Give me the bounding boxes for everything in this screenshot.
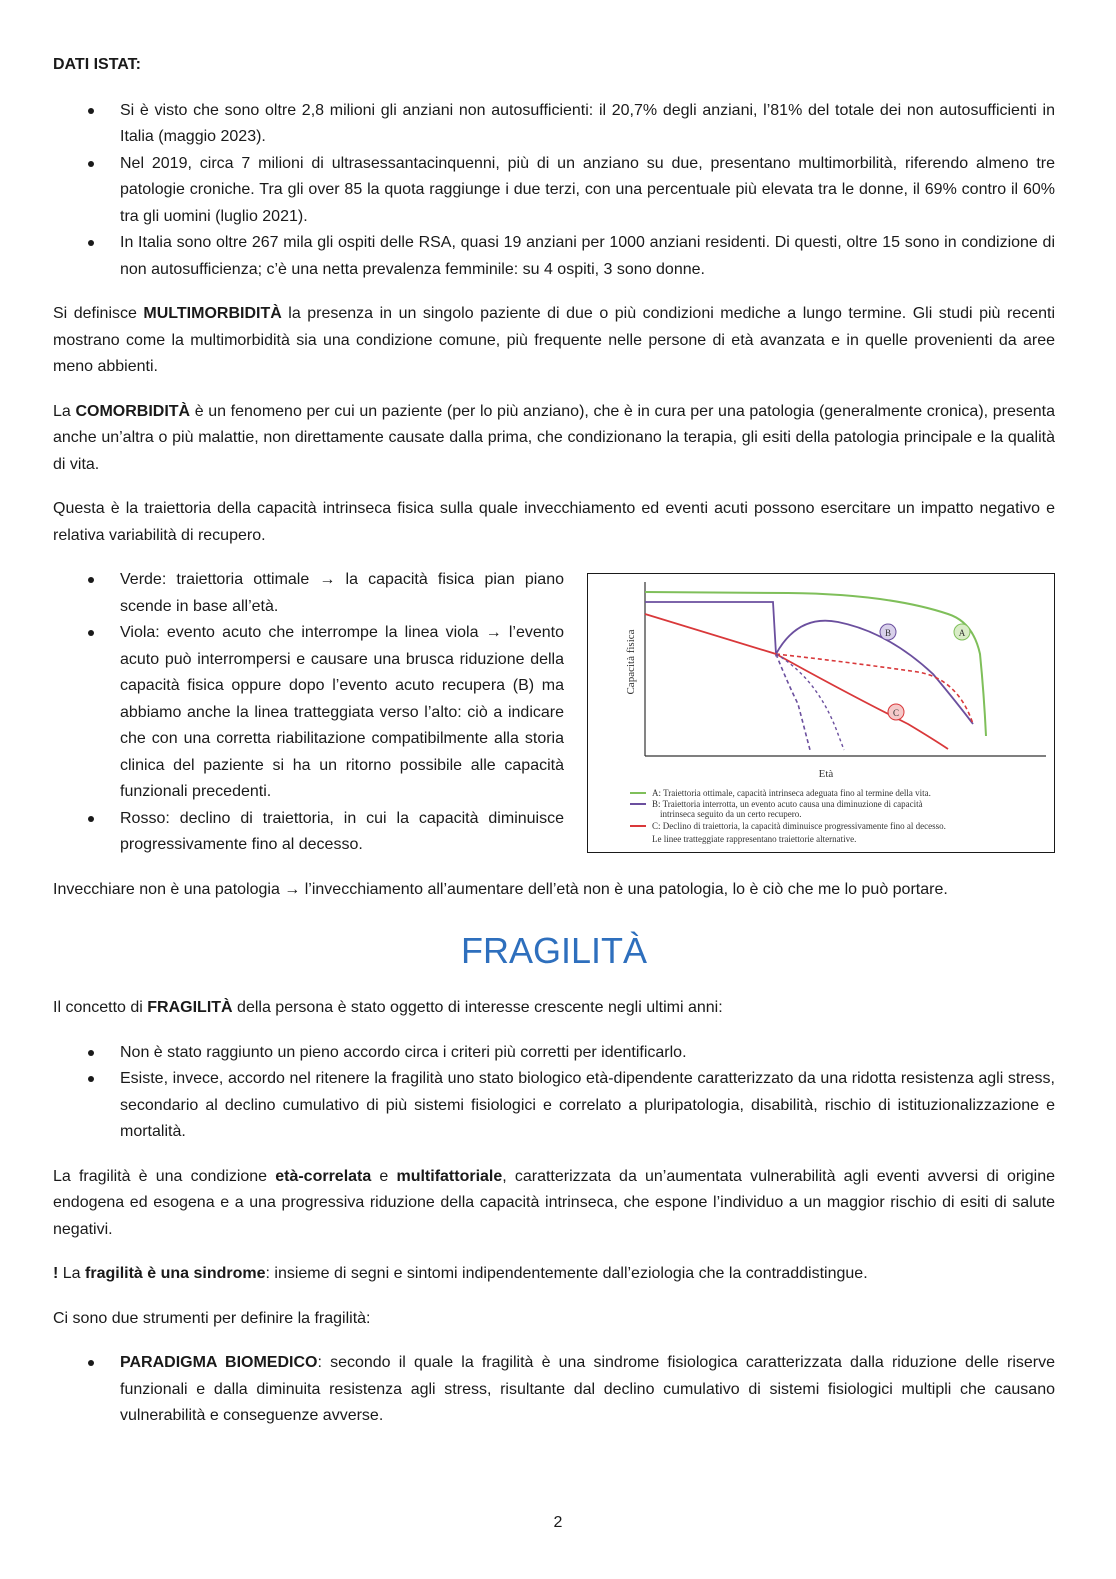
fragilita-definition: La fragilità è una condizione età-correlata e multifattoriale, caratterizzata da un’aumentata vulnerabilità agli eventi avversi di origine endogena ed esogena e a una progressiva riduzione della capacità intrinseca, che espone l’individuo a un maggior rischio di esiti di salute negativi. — [53, 1167, 1055, 1238]
y-axis-label: Capacità fisica — [625, 629, 637, 695]
curve-b-dashed-down — [776, 654, 810, 750]
list-item: Si è visto che sono oltre 2,8 milioni gli anziani non autosufficienti: il 20,7% degli anziani, l’81% del totale dei non autosufficienti in Italia (maggio 2023). — [53, 98, 1055, 151]
list-item: Non è stato raggiunto un pieno accordo circa i criteri più corretti per identificarlo. — [53, 1040, 1055, 1067]
list-item: Rosso: declino di traiettoria, in cui la capacità diminuisce progressivamente fino al decesso. — [53, 806, 564, 859]
label-c: C — [892, 708, 900, 718]
curve-a-green — [645, 592, 986, 736]
curve-b-dashed-alt — [776, 654, 844, 750]
label-a: A — [958, 628, 966, 638]
list-item: Esiste, invece, accordo nel ritenere la fragilità uno stato biologico età-dipendente caratterizzato da una ridotta resistenza agli stress, secondario al declino cumulativo di più sistemi fisiologici e correlato a pluripatologia, disabilità, rischio di istituzionalizzazione e mortalità. — [53, 1066, 1055, 1146]
traiettoria-intro: Questa è la traiettoria della capacità intrinseca fisica sulla quale invecchiamento ed eventi acuti possono esercitare un impatto negativo e relativa variabilità di recupero. — [53, 500, 1055, 544]
legend-b-cont: intrinseca seguito da un certo recupero. — [660, 809, 802, 819]
x-axis-label: Età — [818, 768, 834, 780]
legend-c: C: Declino di traiettoria, la capacità diminuisce progressivamente fino al decesso. — [652, 821, 946, 831]
strumenti-intro: Ci sono due strumenti per definire la fragilità: — [53, 1309, 371, 1327]
multimorbidita-term: MULTIMORBIDITÀ — [143, 305, 282, 322]
trajectory-diagram — [588, 574, 1056, 854]
list-item: Viola: evento acuto che interrompe la linea viola → l’evento acuto può interrompersi e causare una brusca riduzione della capacità fisica oppure dopo l’evento acuto recupera (B) ma abbiamo anche la linea tratteggiata verso l’alto: ciò a indicare che con una corretta riabilitazione compatibilmente alla storia clinica del paziente si ha un ritorno possibile alle capacità funzionali precedenti. — [53, 620, 564, 806]
fragilita-term: FRAGILITÀ — [147, 999, 233, 1016]
legend-b: B: Traiettoria interrotta, un evento acuto causa una diminuzione di capacità — [652, 799, 923, 809]
fragilita-list — [53, 1040, 1055, 1146]
trajectory-list — [53, 567, 564, 859]
curve-c-dashed-up — [776, 654, 973, 724]
curve-b-purple — [645, 602, 973, 724]
istat-list — [53, 98, 1055, 284]
strumenti-list — [53, 1350, 1055, 1430]
comorbidita-paragraph: La COMORBIDITÀ è un fenomeno per cui un paziente (per lo più anziano), che è in cura per una patologia (generalmente cronica), presenta anche un’altra o più malattie, non direttamente causate dalla prima, che condizionano la terapia, gli esiti della patologia principale e la qualità di vita. — [53, 402, 1056, 473]
trajectory-figure — [587, 573, 1055, 853]
list-item: Verde: traiettoria ottimale → la capacità fisica pian piano scende in base all’età. — [53, 567, 564, 620]
list-item: PARADIGMA BIOMEDICO: secondo il quale la fragilità è una sindrome fisiologica caratterizzata dalla riduzione delle riserve funzionali e dalla diminuita resistenza agli stress, risultante dal declino cumulativo di sistemi fisiologici multipli che causano vulnerabilità e conseguenze avverse. — [53, 1350, 1055, 1430]
section-title: FRAGILITÀ — [460, 930, 648, 971]
legend-a: A: Traiettoria ottimale, capacità intrinseca adeguata fino al termine della vita. — [652, 788, 931, 798]
sindrome-paragraph: ! La fragilità è una sindrome: insieme di segni e sintomi indipendentemente dall’eziologia che la contraddistingue. — [53, 1265, 868, 1282]
page-number: 2 — [553, 1514, 563, 1531]
list-item: Nel 2019, circa 7 milioni di ultrasessantacinquenni, più di un anziano su due, presentano multimorbilità, riferendo almeno tre patologie croniche. Tra gli over 85 la quota raggiunge i due terzi, con una percentuale più elevata tra le donne, il 69% contro il 60% tra gli uomini (luglio 2021). — [53, 151, 1055, 231]
curve-c-red — [645, 614, 948, 749]
heading-dati-istat: DATI ISTAT: — [53, 56, 141, 73]
list-item: In Italia sono oltre 267 mila gli ospiti delle RSA, quasi 19 anziani per 1000 anziani residenti. Di questi, oltre 15 sono in condizione di non autosufficienza; c’è una netta prevalenza femminile: su 4 ospiti, 3 sono donne. — [53, 230, 1055, 283]
document-page — [53, 52, 1055, 1430]
legend-note: Le linee tratteggiate rappresentano traiettorie alternative. — [652, 834, 857, 844]
fragilita-intro: Il concetto di FRAGILITÀ della persona è stato oggetto di interesse crescente negli ultimi anni: — [53, 999, 723, 1016]
exclamation-mark: ! — [53, 1265, 59, 1282]
invecchiare-paragraph: Invecchiare non è una patologia → l’invecchiamento all’aumentare dell’età non è una patologia, lo è ciò che me lo può portare. — [53, 880, 948, 898]
trajectory-section — [53, 567, 1055, 859]
comorbidita-term: COMORBIDITÀ — [75, 402, 191, 420]
multimorbidita-paragraph: Si definisce MULTIMORBIDITÀ la presenza in un singolo paziente di due o più condizioni mediche a lungo termine. Gli studi più recenti mostrano come la multimorbidità sia una condizione comune, più frequente nelle persone di età avanzata e in quelle provenienti da aree meno abbienti. — [53, 305, 1056, 375]
label-b: B — [884, 628, 892, 638]
